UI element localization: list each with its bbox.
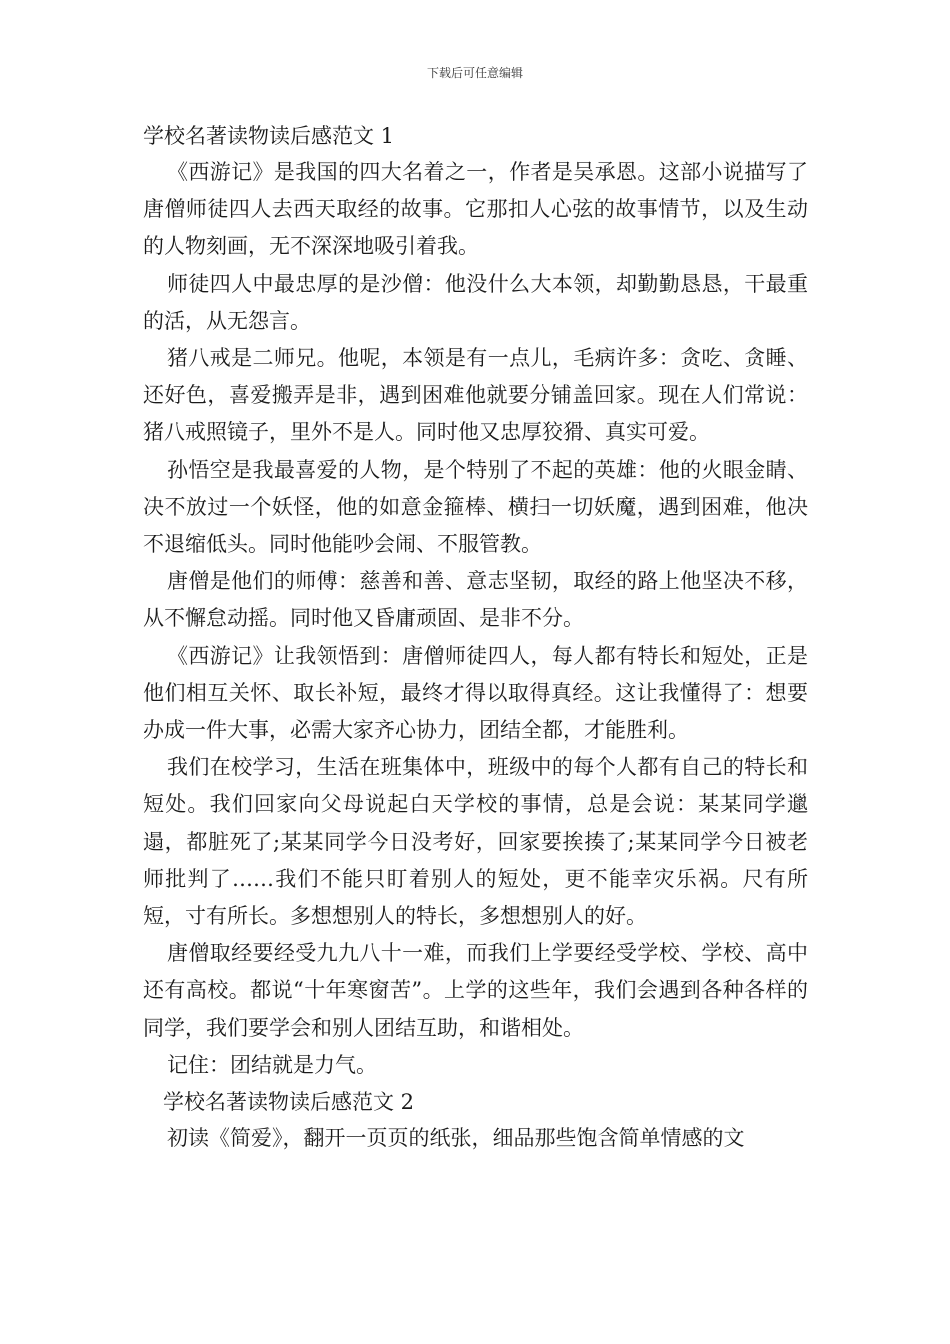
paragraph: 《西游记》是我国的四大名着之一，作者是吴承恩。这部小说描写了唐僧师徒四人去西天取经的故事。它那扣人心弦的故事情节，以及生动的人物刻画，无不深深地吸引着我。 — [143, 160, 808, 259]
document-body — [143, 118, 808, 1157]
paragraph: 唐僧取经要经受九九八十一难，而我们上学要经受学校、学校、高中还有高校。都说“十年寒窗苦”。上学的这些年，我们会遇到各种各样的同学，我们要学会和别人团结互助，和谐相处。 — [143, 941, 808, 1040]
paragraph: 我们在校学习，生活在班集体中，班级中的每个人都有自己的特长和短处。我们回家向父母说起白天学校的事情，总是会说：某某同学邋遢，都脏死了;某某同学今日没考好，回家要挨揍了;某某同学今日被老师批判了……我们不能只盯着别人的短处，更不能幸灾乐祸。尺有所短，寸有所长。多想想别人的特长，多想想别人的好。 — [143, 755, 808, 929]
header-note: 下载后可任意编辑 — [426, 66, 523, 80]
paragraph: 猪八戒是二师兄。他呢，本领是有一点儿，毛病许多：贪吃、贪睡、还好色，喜爱搬弄是非，遇到困难他就要分铺盖回家。现在人们常说：猪八戒照镜子，里外不是人。同时他又忠厚狡猾、真实可爱。 — [143, 346, 808, 445]
paragraph: 唐僧是他们的师傅：慈善和善、意志坚韧，取经的路上他坚决不移，从不懈怠动摇。同时他又昏庸顽固、是非不分。 — [143, 569, 808, 631]
paragraph: 孙悟空是我最喜爱的人物，是个特别了不起的英雄：他的火眼金睛、决不放过一个妖怪，他的如意金箍棒、横扫一切妖魔，遇到困难，他决不退缩低头。同时他能吵会闹、不服管教。 — [143, 457, 808, 557]
paragraph: 师徒四人中最忠厚的是沙僧：他没什么大本领，却勤勤恳恳，干最重的活，从无怨言。 — [143, 271, 808, 333]
paragraph: 《西游记》让我领悟到：唐僧师徒四人，每人都有特长和短处，正是他们相互关怀、取长补短，最终才得以取得真经。这让我懂得了：想要办成一件大事，必需大家齐心协力，团结全都，才能胜利。 — [143, 643, 808, 743]
paragraph: 初读《简爱》，翻开一页页的纸张，细品那些饱含简单情感的文 — [167, 1126, 745, 1151]
essay-title-1: 学校名著读物读后感范文 1 — [143, 124, 395, 148]
essay-title-2: 学校名著读物读后感范文 2 — [163, 1090, 415, 1115]
paragraph: 记住：团结就是力气。 — [167, 1052, 377, 1077]
